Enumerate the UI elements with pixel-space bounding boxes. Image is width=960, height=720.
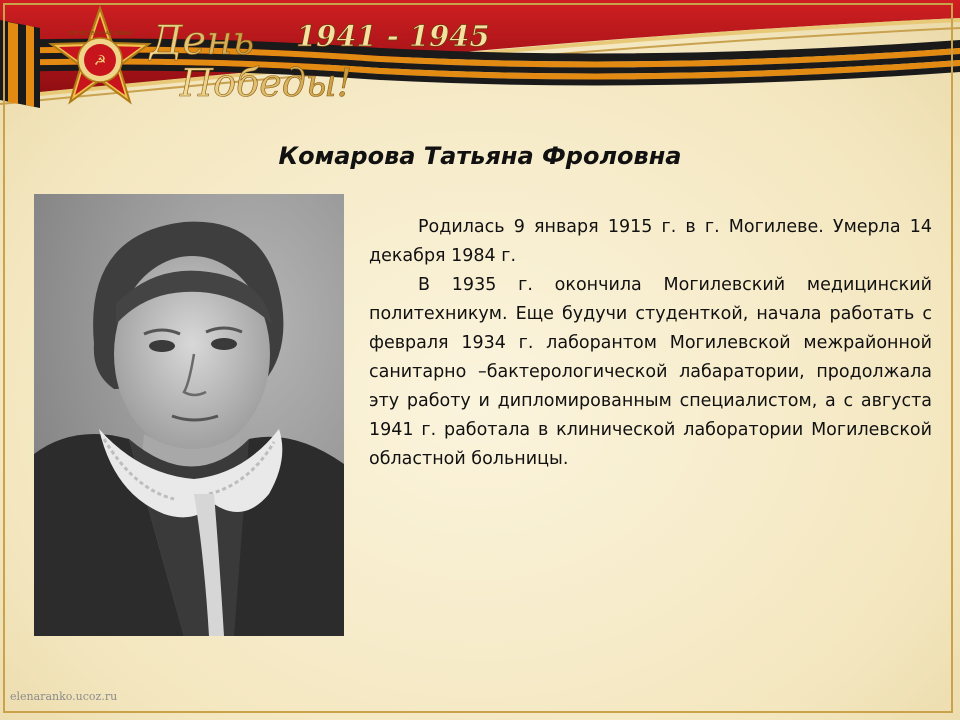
svg-text:☭: ☭: [93, 53, 107, 69]
holiday-word-1: День: [150, 18, 255, 64]
victory-day-banner: [0, 0, 960, 118]
star-ring-text: ОТЕЧЕСТВЕННАЯ ВОЙНА: [67, 31, 133, 37]
holiday-word-2: Победы!: [180, 61, 353, 105]
banner-years: 1941 - 1945: [296, 19, 490, 53]
portrait-photo: [34, 194, 344, 636]
bio-paragraph: Родилась 9 января 1915 г. в г. Могилеве. Умерла 14 декабря 1984 г.: [369, 217, 932, 266]
source-watermark: elenaranko.ucoz.ru: [10, 690, 118, 703]
bio-paragraph: В 1935 г. окончила Могилевский медицинский политехникум. Еще будучи студенткой, начала работать с февраля 1934 г. лаборантом Могилевской межрайонной санитарно –бактерологической лабаратории, продолжала эту работу и дипломированным специалистом, а с августа 1941 г. работала в клинической лаборатории Могилевской областной больницы.: [369, 275, 932, 469]
person-name: Комарова Татьяна Фроловна: [278, 142, 682, 170]
biography-text: [369, 213, 932, 474]
